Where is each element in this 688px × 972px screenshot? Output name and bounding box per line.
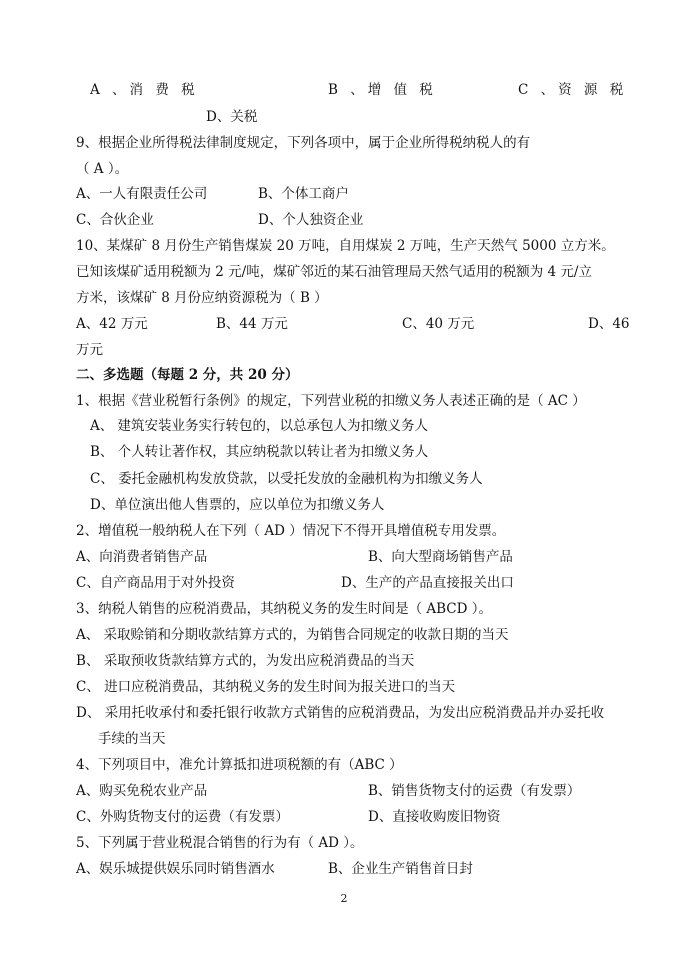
q9-option-b: B、个体工商户 <box>258 186 349 202</box>
q8-option-a: A 、消 费 税 <box>90 82 199 98</box>
section-2-title: 二、多选题（每题 2 分，共 20 分） <box>76 367 299 383</box>
m4-option-b: B、销售货物支付的运费（有发票） <box>368 783 581 799</box>
m5-option-b: B、企业生产销售首日封 <box>328 861 473 877</box>
m4-stem: 4、下列项目中，准允计算抵扣进项税额的有（ABC ） <box>76 757 403 773</box>
m2-option-c: C、自产商品用于对外投资 <box>76 575 235 591</box>
q8-option-d: D、关税 <box>206 109 258 125</box>
q10-stem-line-3: 方米，该煤矿 8 月份应纳资源税为（ B ） <box>76 290 328 306</box>
m1-option-c: C、 委托金融机构发放贷款，以受托发放的金融机构为扣缴义务人 <box>90 471 483 487</box>
q10-stem-line-2: 已知该煤矿适用税额为 2 元/吨，煤矿邻近的某石油管理局天然气适用的税额为 4 元/立 <box>76 264 592 280</box>
q9-stem: 9、根据企业所得税法律制度规定，下列各项中，属于企业所得税纳税人的有 <box>76 135 531 151</box>
m1-option-a: A、 建筑安装业务实行转包的，以总承包人为扣缴义务人 <box>90 418 429 434</box>
q10-option-b: B、44 万元 <box>216 316 288 332</box>
q10-stem-line-1: 10、某煤矿 8 月份生产销售煤炭 20 万吨，自用煤炭 2 万吨，生产天然气 5000 立方米。 <box>76 238 615 254</box>
page-number: 2 <box>340 892 348 905</box>
q10-option-d-continued: 万元 <box>76 342 103 358</box>
q9-option-d: D、个人独资企业 <box>258 212 364 228</box>
m1-option-b: B、 个人转让著作权，其应纳税款以转让者为扣缴义务人 <box>90 444 429 460</box>
m3-option-d-line-2: 手续的当天 <box>98 731 166 747</box>
m3-stem: 3、纳税人销售的应税消费品，其纳税义务的发生时间是（ ABCD ）。 <box>76 601 492 617</box>
m3-option-a: A、 采取赊销和分期收款结算方式的，为销售合同规定的收款日期的当天 <box>76 627 509 643</box>
m3-option-b: B、 采取预收货款结算方式的，为发出应税消费品的当天 <box>76 653 415 669</box>
q9-option-a: A、一人有限责任公司 <box>76 186 208 202</box>
m5-option-a: A、娱乐城提供娱乐同时销售酒水 <box>76 861 275 877</box>
m2-option-b: B、向大型商场销售产品 <box>368 549 513 565</box>
m1-stem: 1、根据《营业税暂行条例》的规定，下列营业税的扣缴义务人表述正确的是（ AC ） <box>76 393 586 409</box>
q10-option-c: C、40 万元 <box>402 316 475 332</box>
m5-stem: 5、下列属于营业税混合销售的行为有（ AD ）。 <box>76 835 364 851</box>
m4-option-c: C、外购货物支付的运费（有发票） <box>76 809 289 825</box>
q9-option-c: C、合伙企业 <box>76 212 154 228</box>
m4-option-d: D、直接收购废旧物资 <box>368 809 501 825</box>
m2-option-a: A、向消费者销售产品 <box>76 549 208 565</box>
q10-option-d: D、46 <box>588 316 630 332</box>
m1-option-d: D、单位演出他人售票的，应以单位为扣缴义务人 <box>90 497 385 513</box>
q10-option-a: A、42 万元 <box>76 316 148 332</box>
m4-option-a: A、购买免税农业产品 <box>76 783 208 799</box>
m3-option-d-line-1: D、 采用托收承付和委托银行收款方式销售的应税消费品，为发出应税消费品并办妥托收 <box>76 705 605 721</box>
q9-answer-line: （ A ）。 <box>76 161 129 177</box>
m2-option-d: D、生产的产品直接报关出口 <box>341 575 514 591</box>
q8-option-b: B 、增 值 税 <box>328 82 437 98</box>
q8-option-c: C 、资 源 税 <box>518 82 628 98</box>
m2-stem: 2、增值税一般纳税人在下列（ AD ）情况下不得开具增值税专用发票。 <box>76 523 506 539</box>
m3-option-c: C、 进口应税消费品，其纳税义务的发生时间为报关进口的当天 <box>76 679 456 695</box>
